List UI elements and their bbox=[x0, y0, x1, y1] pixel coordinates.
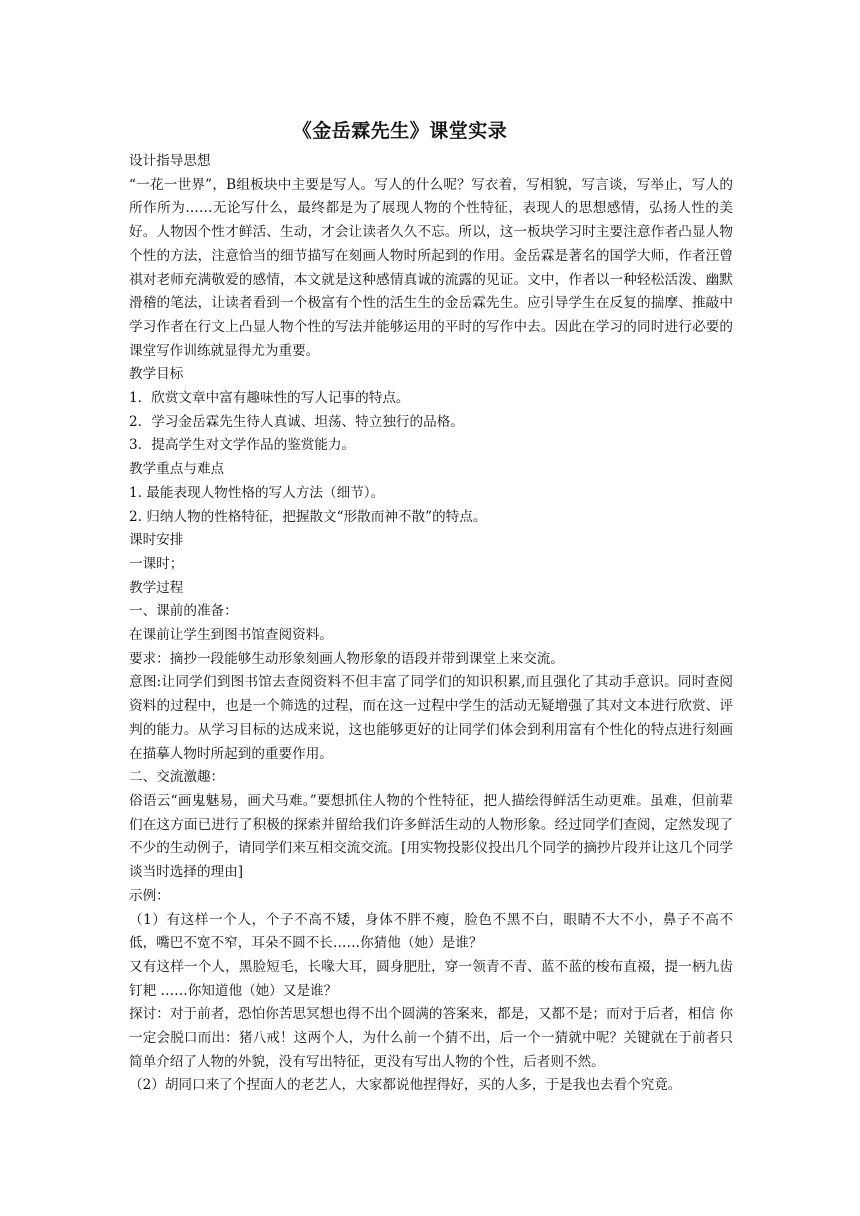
schedule-text: 一课时； bbox=[129, 555, 184, 572]
paragraph: 在课前让学生到图书馆查阅资料。 bbox=[129, 627, 333, 644]
heading-goals: 教学目标 bbox=[129, 366, 184, 383]
heading-key-points: 教学重点与难点 bbox=[129, 461, 225, 478]
key-point-item: 2. 归纳人物的性格特征，把握散文“形散而神不散”的特点。 bbox=[129, 508, 487, 525]
paragraph: 要求：摘抄一段能够生动形象刻画人物形象的语段并带到课堂上来交流。 bbox=[129, 650, 564, 667]
example-label: 示例： bbox=[129, 887, 170, 904]
section-heading: 一、课前的准备： bbox=[129, 603, 238, 620]
paragraph: 意图:让同学们到图书馆去查阅资料不但丰富了同学们的知识积累,而且强化了其动手意识。同时查阅资料的过程中，也是一个筛选的过程，而在这一过程中学生的活动无疑增强了其对文本进行欣赏、评判的能力。从学习目标的达成来说，这也能够更好的让同学们体会到利用富有个性化的特点进行刻画在描摹人物时所起到的重要作用。 bbox=[129, 674, 733, 762]
document-body bbox=[129, 150, 733, 1098]
heading-schedule: 课时安排 bbox=[129, 532, 184, 549]
paragraph-design-idea: “一花一世界”，B组板块中主要是写人。写人的什么呢？写衣着，写相貌，写言谈，写举止，写人的所作所为……无论写什么，最终都是为了展现人物的个性特征，表现人的思想感情，弘扬人性的美好。人物因个性才鲜活、生动，才会让读者久久不忘。所以，这一板块学习时主要注意作者凸显人物个性的方法，注意恰当的细节描写在刻画人物时所起到的作用。金岳霖是著名的国学大师，作者汪曾祺对老师充满敬爱的感情，本文就是这种感情真诚的流露的见证。文中，作者以一种轻松活泼、幽默滑稽的笔法，让读者看到一个极富有个性的活生生的金岳霖先生。应引导学生在反复的揣摩、推敲中学习作者在行文上凸显人物个性的写法并能够运用的平时的写作中去。因此在学习的同时进行必要的课堂写作训练就显得尤为重要。 bbox=[129, 176, 733, 359]
goal-item: 3．提高学生对文学作品的鉴赏能力。 bbox=[129, 437, 356, 454]
section-heading: 二、交流激趣： bbox=[129, 769, 225, 786]
paragraph: （1）有这样一个人，个子不高不矮，身体不胖不瘦，脸色不黑不白，眼睛不大不小，鼻子不高不低，嘴巴不宽不窄，耳朵不圆不长……你猜他（她）是谁？ bbox=[129, 911, 733, 952]
paragraph: 俗语云“画鬼魅易，画犬马难。”要想抓住人物的个性特征，把人描绘得鲜活生动更难。虽难，但前辈们在这方面已进行了积极的探索并留给我们许多鲜活生动的人物形象。经过同学们查阅，定然发现了不少的生动例子，请同学们来互相交流交流。[用实物投影仪投出几个同学的摘抄片段并让这几个同学谈当时选择的理由] bbox=[129, 792, 733, 881]
goal-item: 1．欣赏文章中富有趣味性的写人记事的特点。 bbox=[129, 390, 410, 407]
heading-process: 教学过程 bbox=[129, 579, 184, 596]
paragraph: 又有这样一个人，黑脸短毛，长喙大耳，圆身肥肚，穿一领青不青、蓝不蓝的梭布直裰，提一柄九齿钉耙 ……你知道他（她）又是谁？ bbox=[129, 958, 733, 999]
key-point-item: 1. 最能表现人物性格的写人方法（细节）。 bbox=[129, 484, 385, 501]
paragraph: 探讨：对于前者，恐怕你苦思冥想也得不出个圆满的答案来，都是，又都不是；而对于后者，相信 你一定会脱口而出：猪八戒！这两个人，为什么前一个猜不出，后一个一猜就中呢？关键就在于前者只简单介绍了人物的外貌，没有写出特征，更没有写出人物的个性，后者则不然。 bbox=[129, 1006, 733, 1070]
goal-item: 2．学习金岳霖先生待人真诚、坦荡、特立独行的品格。 bbox=[129, 413, 464, 430]
document-title: 《金岳霖先生》课堂实录 bbox=[292, 120, 508, 142]
paragraph: （2）胡同口来了个捏面人的老艺人，大家都说他捏得好，买的人多，于是我也去看个究竟。 bbox=[129, 1077, 682, 1094]
heading-design-idea: 设计指导思想 bbox=[129, 153, 211, 169]
